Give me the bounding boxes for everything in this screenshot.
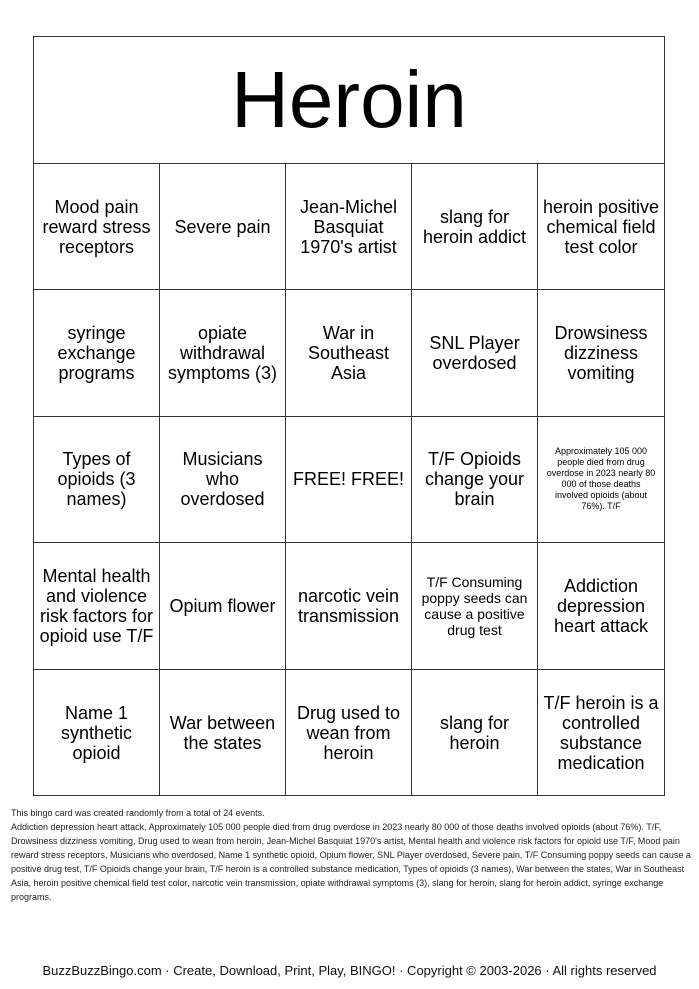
bingo-cell: heroin positive chemical field test color bbox=[538, 164, 664, 290]
bingo-cell: narcotic vein transmission bbox=[286, 543, 412, 669]
events-list: Addiction depression heart attack, Approximately 105 000 people died from drug overdose in 2023 nearly 80 000 of those deaths involved opioids (about 76%). T/F, Drowsiness dizziness vomiting, Drug used to wean from heroin, Jean-Michel Basquiat 1970's artist, Mental health and violence risk factors for opioid use T/F, Mood pain reward stress receptors, Musicians who overdosed, Name 1 synthetic opioid, Opium flower, SNL Player overdosed, Severe pain, T/F Consuming poppy seeds can cause a positive drug test, T/F Opioids change your brain, T/F heroin is a controlled substance medication, Types of opioids (3 names), War between the states, War in Southeast Asia, heroin positive chemical field test color, narcotic vein transmission, opiate withdrawal symptoms (3), slang for heroin, slang for heroin addict, syringe exchange programs. bbox=[11, 822, 691, 902]
bingo-cell: War in Southeast Asia bbox=[286, 290, 412, 416]
events-note bbox=[11, 806, 691, 904]
bingo-cell: Drowsiness dizziness vomiting bbox=[538, 290, 664, 416]
site-footer: BuzzBuzzBingo.com · Create, Download, Print, Play, BINGO! · Copyright © 2003-2026 · All rights reserved bbox=[42, 963, 657, 978]
bingo-cell: Types of opioids (3 names) bbox=[34, 417, 160, 543]
bingo-cell: T/F heroin is a controlled substance medication bbox=[543, 692, 659, 773]
bingo-cell: opiate withdrawal symptoms (3) bbox=[160, 290, 286, 416]
bingo-card bbox=[33, 36, 665, 796]
free-space-cell: FREE! FREE! bbox=[286, 417, 412, 543]
bingo-cell: Mood pain reward stress receptors bbox=[34, 164, 160, 290]
bingo-cell: Approximately 105 000 people died from drug overdose in 2023 nearly 80 000 of those deaths involved opioids (about 76%). T/F bbox=[538, 417, 664, 543]
bingo-cell: Jean-Michel Basquiat 1970's artist bbox=[286, 164, 412, 290]
bingo-cell: Addiction depression heart attack bbox=[538, 543, 664, 669]
bingo-cell: Severe pain bbox=[160, 164, 286, 290]
bingo-cell: T/F Consuming poppy seeds can cause a positive drug test bbox=[412, 543, 538, 669]
bingo-cell: Name 1 synthetic opioid bbox=[34, 670, 160, 796]
card-title: Heroin bbox=[34, 37, 664, 164]
bingo-cell: SNL Player overdosed bbox=[412, 290, 538, 416]
bingo-cell: syringe exchange programs bbox=[34, 290, 160, 416]
bingo-cell: slang for heroin bbox=[412, 670, 538, 796]
events-intro: This bingo card was created randomly from a total of 24 events. bbox=[11, 808, 265, 818]
bingo-cell: Mental health and violence risk factors for opioid use T/F bbox=[34, 543, 160, 669]
bingo-cell: slang for heroin addict bbox=[412, 164, 538, 290]
bingo-cell: Opium flower bbox=[160, 543, 286, 669]
bingo-cell: T/F Opioids change your brain bbox=[412, 417, 538, 543]
bingo-grid bbox=[34, 164, 664, 796]
bingo-cell: Drug used to wean from heroin bbox=[286, 670, 412, 796]
bingo-cell: War between the states bbox=[160, 670, 286, 796]
bingo-cell: Musicians who overdosed bbox=[160, 417, 286, 543]
